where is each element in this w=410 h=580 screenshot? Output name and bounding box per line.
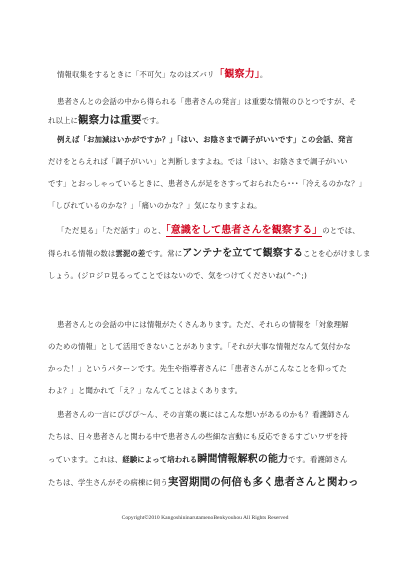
big-difference-highlight: 雲泥の差 xyxy=(115,249,146,258)
p4-l2-mid: です。常に xyxy=(145,249,183,258)
paragraph-5-line-2: のための情報」として活用できないことがあります。「それが大事な情報だなんて気付かな xyxy=(48,342,351,351)
paragraph-2-line-2 xyxy=(48,115,163,126)
experience-highlight: 経験によって培われる xyxy=(122,455,198,464)
paragraph-6-line-3 xyxy=(48,455,348,465)
paragraph-6-line-4 xyxy=(48,477,359,488)
p6-l3-pre: っています。これは、 xyxy=(48,455,123,464)
p4-l2-pre: 得られる情報の数は xyxy=(48,249,116,258)
paragraph-4-line-2 xyxy=(48,249,371,259)
observation-power-highlight: 「観察力」 xyxy=(214,69,260,80)
p6-l4-pre: たちは、学生さんがその病棟に伺う xyxy=(48,478,168,487)
intro-line xyxy=(57,70,267,80)
paragraph-5-line-3: かった！」というパターンです。先生や指導者さんに「患者さんがこんなことを仰ってた xyxy=(48,364,347,373)
paragraph-6-line-2: たちは、日々患者さんと関わる中で患者さんの些細な言動にも反応できるすごいワザを持 xyxy=(48,432,348,441)
p6-l3-post: です。看護師さん xyxy=(288,455,348,464)
paragraph-3-line-4: 「しびれているのかな？」「痛いのかな？」気になりますよね。 xyxy=(48,201,262,210)
practicum-highlight: 実習期間の何倍も多く患者さんと関わっ xyxy=(167,476,359,488)
paragraph-3-line-3: です」とおっしゃっているときに、患者さんが足をさすっておられたら･･･「冷えるのかな？」 xyxy=(48,179,367,188)
antenna-highlight: アンテナを立てて観察する xyxy=(182,248,304,259)
observation-important-highlight: 観察力は重要 xyxy=(77,114,142,126)
copyright-footer: Copyright©2010 KangoshininarutamenoBenkyouhou All Rights Reserved xyxy=(121,515,289,521)
instant-interpretation-highlight: 瞬間情報解釈の能力 xyxy=(197,454,289,465)
paragraph-2-line-1: 患者さんとの会話の中から得られる「患者さんの発言」は重要な情報のひとつですが、そ xyxy=(57,97,357,106)
paragraph-5-line-4: わよ？」と聞かれて「え？」なんてことはよくあります。 xyxy=(48,386,243,395)
paragraph-4-line-1 xyxy=(57,226,360,236)
conscious-observation-highlight: 「意識をして患者さんを観察する」 xyxy=(165,225,323,236)
p4-l2-post: ことを心がけましま xyxy=(303,249,371,258)
paragraph-3-line-2: だけをとらえれば「調子がいい」と判断しますよね。では「はい、お陰さまで調子がいい xyxy=(48,157,348,166)
p4-text-post: のとでは、 xyxy=(322,226,360,235)
p3-text: 例えば「お加減はいかがですか？」「はい、お陰さまで調子がいいです」この会話、発言 xyxy=(57,135,353,144)
paragraph-3-line-1 xyxy=(57,135,353,145)
paragraph-4-line-3: しょう。(ジロジロ見るってことではないので、気をつけてくださいね(^-^;) xyxy=(48,271,307,280)
intro-text: 情報収集をするときに「不可欠」なのはズバリ xyxy=(57,70,215,79)
p2-text-post: です。 xyxy=(141,116,164,125)
paragraph-6-line-1: 患者さんの一言にぴぴぴ～ん、その言葉の裏にはこんな想いがあるのかも？看護師さん xyxy=(57,410,350,419)
paragraph-5-line-1: 患者さんとの会話の中には情報がたくさんあります。ただ、それらの情報を「対象理解 xyxy=(57,320,349,329)
p2-text-pre: れ以上に xyxy=(48,116,78,125)
p4-text-pre: 「ただ見る」「ただ話す」のと、 xyxy=(57,226,166,235)
intro-period: 。 xyxy=(259,70,268,79)
